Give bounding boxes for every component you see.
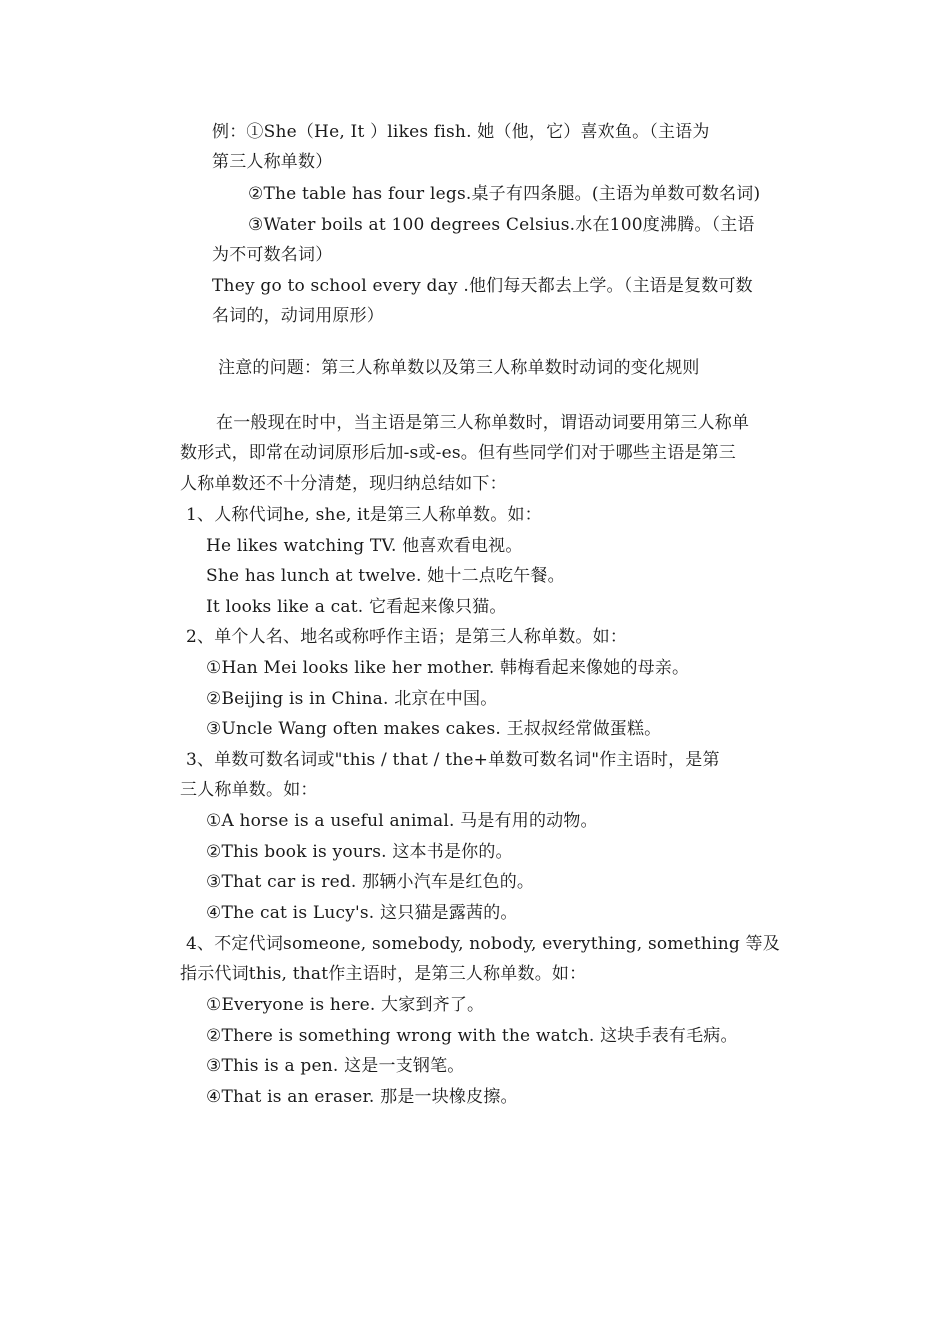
rule-1-item: It looks like a cat. 它看起来像只猫。 bbox=[206, 597, 507, 617]
rule-4-heading-line-1: 4、不定代词someone, somebody, nobody, everything, something 等及 bbox=[186, 934, 780, 954]
rule-3-heading-line-1: 3、单数可数名词或"this / that / the+单数可数名词"作主语时，是第 bbox=[186, 750, 720, 770]
rule-4-heading-line-2: 指示代词this, that作主语时，是第三人称单数。如： bbox=[180, 964, 587, 984]
rule-1-item: He likes watching TV. 他喜欢看电视。 bbox=[206, 536, 523, 556]
rule-4-item: ①Everyone is here. 大家到齐了。 bbox=[206, 995, 485, 1015]
example-1-line-1: 例：①She（He, It ）likes fish. 她（他，它）喜欢鱼。（主语为 bbox=[212, 122, 710, 142]
rule-2-item: ③Uncle Wang often makes cakes. 王叔叔经常做蛋糕。 bbox=[206, 719, 662, 739]
intro-line-2: 数形式，即常在动词原形后加-s或-es。但有些同学们对于哪些主语是第三 bbox=[180, 443, 736, 463]
rule-3-item: ①A horse is a useful animal. 马是有用的动物。 bbox=[206, 811, 598, 831]
rule-1-heading: 1、人称代词he, she, it是第三人称单数。如： bbox=[186, 505, 542, 525]
rule-4-item: ③This is a pen. 这是一支钢笔。 bbox=[206, 1056, 465, 1076]
rule-3-heading-line-2: 三人称单数。如： bbox=[180, 780, 318, 800]
example-2: ②The table has four legs.桌子有四条腿。(主语为单数可数名词) bbox=[248, 184, 761, 204]
example-1-line-2: 第三人称单数） bbox=[212, 152, 333, 172]
rule-1-item: She has lunch at twelve. 她十二点吃午餐。 bbox=[206, 566, 565, 586]
example-3-line-1: ③Water boils at 100 degrees Celsius.水在100度沸腾。（主语 bbox=[248, 215, 755, 235]
notice-heading: 注意的问题：第三人称单数以及第三人称单数时动词的变化规则 bbox=[218, 358, 700, 378]
intro-line-1: 在一般现在时中，当主语是第三人称单数时，谓语动词要用第三人称单 bbox=[216, 413, 750, 433]
rule-4-item: ②There is something wrong with the watch. 这块手表有毛病。 bbox=[206, 1026, 738, 1046]
example-4-line-1: They go to school every day .他们每天都去上学。（主语是复数可数 bbox=[212, 276, 753, 296]
rule-2-item: ①Han Mei looks like her mother. 韩梅看起来像她的母亲。 bbox=[206, 658, 690, 678]
intro-line-3: 人称单数还不十分清楚，现归纳总结如下： bbox=[180, 474, 507, 494]
rule-3-item: ④The cat is Lucy's. 这只猫是露茜的。 bbox=[206, 903, 518, 923]
example-4-line-2: 名词的，动词用原形） bbox=[212, 306, 384, 326]
rule-3-item: ③That car is red. 那辆小汽车是红色的。 bbox=[206, 872, 535, 892]
example-3-line-2: 为不可数名词） bbox=[212, 245, 333, 265]
rule-4-item: ④That is an eraser. 那是一块橡皮擦。 bbox=[206, 1087, 518, 1107]
rule-2-heading: 2、单个人名、地名或称呼作主语；是第三人称单数。如： bbox=[186, 627, 628, 647]
rule-2-item: ②Beijing is in China. 北京在中国。 bbox=[206, 689, 498, 709]
rule-3-item: ②This book is yours. 这本书是你的。 bbox=[206, 842, 513, 862]
